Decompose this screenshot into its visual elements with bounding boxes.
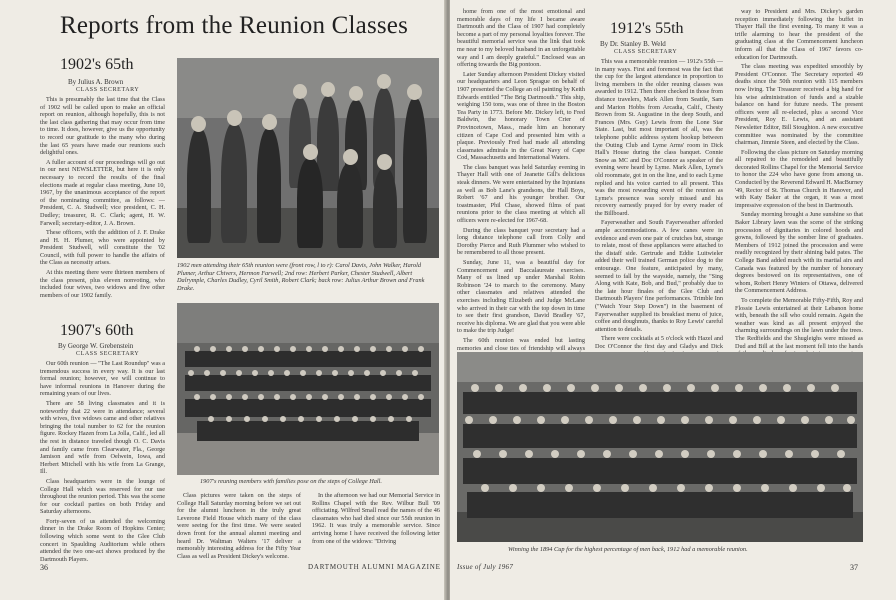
paragraph: Following the class picture on Saturday morning all repaired to the remodeled and beautifully decorated Rollins Chapel for the Memorial Service to honor the 224 who have gone from among us. Conducted by the Reverend Edward H. MacBurney '49, Rector of St. Thomas Church in Hanover, and with Katy Baker at the organ, it was a most impressive expression of the best in Dartmouth. xyxy=(735,148,864,209)
paragraph: These officers, with the addition of J. F. Drake and H. H. Plumer, who were appointed by President Studwell, will constitute the '02 Council, with full power to handle the affairs of the Class as necessity arises. xyxy=(40,229,165,267)
paragraph: The class banquet was held Saturday evening in Thayer Hall with one of Jeanette Gill's delicious steak dinners. We were entertained by the Injunians as well as Bob Lane's grandsons, the Hall Boys, Robert '67 and his younger brother. Our toastmaster, Phil Chase, showed films of past reunions prior to the class meeting at which all officers were re-elected for 1967-68. xyxy=(457,163,585,225)
byline-1902: By Julius A. Brown xyxy=(68,78,124,86)
page-number-right: 37 xyxy=(850,563,858,572)
paragraph: Sunday morning brought a June sunshine so that Baker Library lawn was the scene of the striking procession of dignitaries in colored hoods and gowns, followed by the somber line of graduates. Members of 1912 joined the procession and were readily recognized by their shining bald pates. The College Band added much with its martial airs and Canada was featured by the number of honorary degrees bestowed on its representatives, one of whom, Robert Henry Winters of Ottawa, delivered the Commencement Address. xyxy=(735,211,863,295)
role-1912: CLASS SECRETARY xyxy=(614,49,678,55)
photo-1907-group xyxy=(177,303,439,475)
paragraph: Forty-seven of us attended the welcoming dinner in the Drake Room of Hopkins Center; following which some went to the Glee Club concert in Spaulding Auditorium while others attended the two one-act shows produced by the Dartmouth Players. xyxy=(40,517,165,563)
photo-1912-caption: Winning the 1894 Cup for the highest percentage of men back, 1912 had a memorable reunion. xyxy=(508,546,748,553)
paragraph: This is presumably the last time that the Class of 1902 will be called upon to make an official report on reunion, although hopefully, this is not the last class gathering that may occur from time to time. It does, however, give us the opportunity to record our gratitude to the many who during the last 65 years have made our reunions such delightful ones. xyxy=(40,96,165,157)
paragraph: Our 60th reunion — "The Last Roundup" was a tremendous success in every way. It is our last formal reunion; however, we will continue to have informal reunions in Hanover during the remaining years of our lives. xyxy=(40,360,165,398)
photo-1907-reunion xyxy=(177,303,439,475)
paragraph: There are 58 living classmates and it is noteworthy that 22 were in attendance; several with wives, five widows came and other relatives bringing the total number to 62 for the reunion figure. Rockey Hazen from La Jolla, Calif., led all the rest in distance traveled though O. C. Davis and family came from Clearwater, Fla., George Jamison and wife from Oelwein, Iowa, and Herbert Mitchell with his wife from La Grange, Ill. xyxy=(40,399,165,476)
photo-1907-caption: 1907's reuning members with families pose on the steps of College Hall. xyxy=(200,478,382,485)
page-title: Reports from the Reunion Classes xyxy=(60,12,409,39)
column-1907-continued xyxy=(457,8,585,352)
byline-1907: By George W. Grebenstein xyxy=(58,342,134,350)
photo-1902-caption: 1902 men attending their 65th reunion were (front row, l to r): Carol Davis, John Walker, Harold Plumer, Arthur Chivers, Hermon Farwell; 2nd row: Herbert Parker, Chester Studwell, Albert Dalrymple, Charles Dudley, Cyril Smith, Robert Clark; back row: Julius Arthur Brown and Frank Drake. xyxy=(177,262,425,292)
paragraph: To complete the Memorable Fifty-Fifth, Roy and Flossie Lewis entertained at their Lebanon home with, beneath the sill who could remain. Again the weather was kind as all present enjoyed the charming surroundings on the lawn under the trees. The Redfields and the Shugleighs were missed as Dud and Bill at the last moment fell into the hands xyxy=(735,296,863,350)
paragraph: The 60th reunion was ended but lasting memories and close ties of friendship will always xyxy=(457,336,585,352)
paragraph: home from one of the most emotional and memorable days of my life I became aware Dartmouth and the Class of 1907 had completely become a part of my personal loyalties forever. The beautiful memorial service was the link that took me near to my beloved husband in an unforgettable way and I am deeply grateful." Enclosed was an offering towards the Big pontoon. xyxy=(457,8,585,69)
paragraph: way to President and Mrs. Dickey's garden reception immediately following the buffet in Thayer Hall the first evening. To many it was a trifle alarming to hear the president of the graduating class at the Commencement luncheon inform all that the Class of 1967 favors co-education for Dartmouth. xyxy=(735,8,863,61)
column-1912-continued xyxy=(735,8,864,350)
left-page xyxy=(0,0,446,600)
paragraph: Class headquarters were in the lounge of College Hall which was reserved for our use throughout the reunion period. This was the scene for our cocktail parties on both Friday and Saturday afternoons. xyxy=(40,477,165,516)
paragraph: There were cocktails at 5 o'clock with Hazel and Doc O'Connor the first day and Gladys and Dick xyxy=(595,335,723,350)
paragraph: The class meeting was expedited smoothly by President O'Connor. The Secretary reported 49 deaths since the 50th reunion with 115 members now living. The Treasurer received a big hand for his wise administration of funds and a sizable balance on hand for future needs. The present officers were all re-elected, plus a second Vice President, Roy E. Lewis, and an assistant Newsletter Editor, Bill Stoughton. A new executive committee was nominated by the committee chairman, Jimmie Steen, and elected by the Class. xyxy=(735,63,863,147)
paragraph: Later Sunday afternoon President Dickey visited our headquarters and Leon Sprague on behalf of 1907 presented the College an oil painting by Keith Edwards entitled "The Brig Dartmouth." This ship, weighing 150 tons, was one of three in the Boston Tea Party in 1773. Before Mr. Dickey left, to Fred Baldwin, the honorary Town Crier of Provincetown, Mass., made him an honorary citizen of Cape Cod and presented him with a plaque. Previously Fred had made all attending classmates admirals in the Great Navy of Cape Cod, Massachusetts and International Waters. xyxy=(457,70,585,162)
issue-line: Issue of July 1967 xyxy=(457,563,514,571)
byline-1912: By Dr. Stanley B. Weld xyxy=(600,40,666,48)
right-page xyxy=(450,0,896,600)
paragraph: Sunday, June 11, was a beautiful day for Commencement and Baccalaureate exercises. Many of us lined up under Marshal Robin Robinson '24 to march to the ceremony. Many other classmates and relatives attended the exercises including Elizabeth and Judge McLane who arrived in their car with the top down in time to see their first grandson, David Bradley '67, receive his diploma. We are glad that you were able to make the trip Judge! xyxy=(457,259,585,335)
column-1907-text-a xyxy=(40,360,165,563)
paragraph: This was a memorable reunion — 1912's 55th — in many ways. First and foremost was the fact that the cup for the largest attendance in proportion to living members in the older reuning classes was awarded to 1912. Then there checked in those from distance travelers, Mark Allen from Seattle, Sam and Marion Hobbs from Arcadia, Calif., Chesty Brown from St. Augustine in the deep South, and Frances (Mrs. Guy) Lewis from the Lone Star State. Last, but most important of all, was the telephone public address system hookup between the Outing Club and Lyme Arms' room in Dick Hall's House during the class banquet. Connie Snow as MC and Doc O'Connor as speaker of the evening were heard by Lyme. Mark Allen, Lyme's old roommate, got in on the line, and to each Lyme replied and his voice carried to all present. This was the most rewarding event of the reunion as Lyme's presence was sorely missed and his recovery earnestly prayed for by every reader of the Billboard. xyxy=(595,58,723,217)
page-number-left: 36 xyxy=(40,563,48,572)
heading-1902: 1902's 65th xyxy=(60,56,134,73)
paragraph: Class pictures were taken on the steps of College Hall Saturday morning before we set out for the alumni luncheon in the truly great Leverone Field House which many of the class were seeing for the first time. We were seated down front for the annual alumni meeting and heard Dr. Waltman Walters '17 deliver a memorably interesting address for the Fifty Year Class as well as President Dickey's welcome. xyxy=(177,492,301,560)
paragraph: During the class banquet your secretary had a long distance telephone call from Colly and Dorothy Pierce and Ruth Plummer who wished to be remembered to all those present. xyxy=(457,226,585,257)
magazine-name: DARTMOUTH ALUMNI MAGAZINE xyxy=(308,563,441,571)
paragraph: At this meeting there were thirteen members of the class present, plus eleven nonvoting, who included four wives, two widows and five other members of our 1902 family. xyxy=(40,269,165,299)
column-1907-text-c xyxy=(312,492,440,556)
photo-1902-reunion xyxy=(177,58,439,258)
photo-1912-group xyxy=(457,352,863,542)
paragraph: A fuller account of our proceedings will go out in our next NEWSLETTER, but here it is only necessary to record the results of the final elections made at regular class meeting, June 10, 1967, by the unanimous acceptance of the report of the nominating committee, as follows: — President, C. A. Studwell; vice president, C. H. Dudley; treasurer, R. C. Clark; agent, H. W. Farwell; secretary-editor, J. A. Brown. xyxy=(40,158,165,227)
column-1902-text xyxy=(40,96,165,302)
paragraph: In the afternoon we had our Memorial Service in Rollins Chapel with the Rev. Wilbur Bull '09 officiating. Wilfred Small read the names of the 46 classmates who had died since our 55th reunion in 1962. It was truly a memorable service. Since arriving home I have received the following letter from one of the widows: "Driving xyxy=(312,492,440,545)
paragraph: Fayerweather and South Fayerweather afforded ample accommodations. A few canes were in evidence and even one pair of crutches but, strange to relate, most of these appliances were attached to the distaff side. Gertrude and Eddie Luitwieler added their well trained German police dog to the entourage. One feature, anticipated by many, seemed to fall by the wayside, namely, the "Sing Along with Kate, Bob, and Bud," probably due to the late hour finales of the Glee Club and Dartmouth Players' fine performances. Trimble Inn ("Watch Your Step Down") in the basement of Fayerweather supplied its breakfast menu of juice, coffee and doughnuts, thanks to Roy Lewis' careful attention to details. xyxy=(595,219,723,333)
photo-1912-reunion xyxy=(457,352,863,542)
role-1902: CLASS SECRETARY xyxy=(76,87,140,93)
heading-1912: 1912's 55th xyxy=(610,20,684,37)
heading-1907: 1907's 60th xyxy=(60,322,134,339)
role-1907: CLASS SECRETARY xyxy=(76,351,140,357)
column-1912-text xyxy=(595,58,723,350)
column-1907-text-b xyxy=(177,492,301,560)
